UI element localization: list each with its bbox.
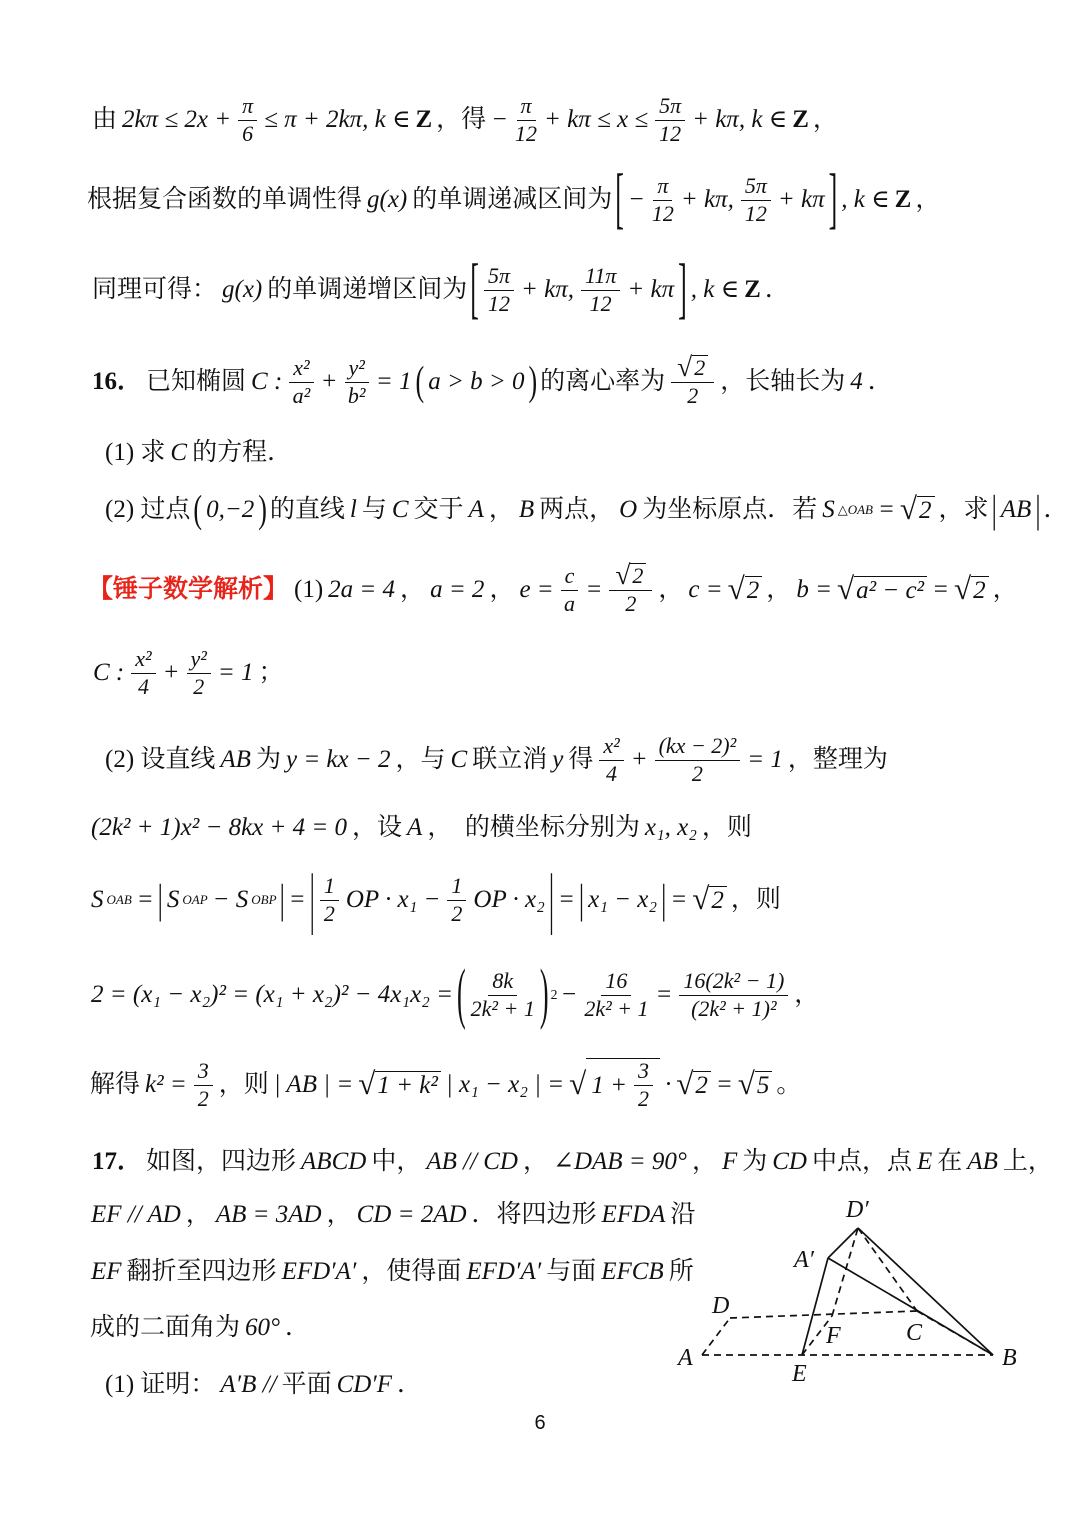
math-run: = [878, 496, 895, 524]
fraction: $\frac{5\pi}{12}$ [741, 174, 771, 226]
text-run: ， [326, 1201, 352, 1229]
text-run: ， [992, 576, 1018, 604]
math-run: 2 = (x₁ − x₂)² = (x₁ + x₂)² − 4x₁x₂ = [91, 981, 453, 1009]
math-run: c = [688, 576, 723, 604]
text-run: ， [766, 576, 792, 604]
math-run: O [619, 496, 638, 524]
text-run: (1) 证明： [105, 1371, 216, 1399]
q16-part1-question [103, 421, 294, 485]
text-run: 与 [361, 496, 387, 524]
text-run: ， 的横坐标分别为 [427, 814, 640, 842]
trig-solution-increasing-interval [90, 250, 792, 326]
math-run: CD = 2AD [356, 1201, 467, 1229]
math-run: = [655, 981, 673, 1009]
text-run: ，使得面 [361, 1258, 462, 1286]
math-run: EFD′A′ [466, 1258, 542, 1286]
math-run: 0,−2 [206, 496, 255, 524]
fraction: $\frac{\text{(kx − 2)²}}{2}$ [655, 734, 741, 786]
math-run: − [627, 186, 645, 214]
math-run: EFDA [601, 1201, 666, 1229]
text-run: ， [488, 496, 514, 524]
math-run: EFCB [601, 1258, 664, 1286]
delimiter: ) [539, 955, 549, 1031]
q17-conditions [88, 1183, 697, 1247]
math-run: = [558, 886, 575, 914]
math-run: + kπ, [680, 186, 734, 214]
fraction: $\frac{\text{y²}}{\text{b²}}$ [345, 356, 369, 408]
vertex-label-A-prime: A′ [794, 1247, 814, 1273]
text-run: ，则 [701, 814, 752, 842]
text-run: 在 [937, 1148, 963, 1176]
fraction: $\frac{1}{2}$ [320, 874, 339, 926]
math-run: 2a = 4 [328, 576, 396, 604]
text-run: 沿 [670, 1201, 696, 1229]
math-run: ≤ π + 2kπ, k ∈ [264, 106, 411, 134]
text-run: (2) 设直线 [105, 746, 216, 774]
math-run: A′B // [220, 1371, 277, 1399]
fraction: $\frac{16}{\text{2k² + 1}}$ [584, 967, 649, 1021]
q16-final-result [88, 1053, 803, 1117]
fraction: $\frac{3}{2}$ [634, 1059, 653, 1111]
text-run: ， [794, 981, 820, 1009]
math-run: + kπ, k ∈ [692, 106, 788, 134]
text-run: 的方程． [192, 439, 293, 467]
math-run: g(x) [367, 186, 408, 214]
text-run: ， [915, 186, 941, 214]
delimiter: | [578, 875, 585, 922]
text-run: ． [397, 1371, 423, 1399]
math-run: S [166, 886, 180, 914]
text-run: 平面 [281, 1371, 332, 1399]
sqrt: √ 2 [615, 563, 646, 589]
math-run: l [349, 496, 357, 524]
delimiter: | [157, 875, 163, 922]
math-run: | AB | = [273, 1071, 354, 1099]
text-run: 由 [92, 106, 118, 134]
text-run: 两点， [539, 496, 615, 524]
q16-vieta-computation [88, 955, 821, 1031]
math-run: + kπ ≤ x ≤ [544, 106, 649, 134]
math-run: EF // AD [91, 1201, 181, 1229]
math-run: A [468, 496, 484, 524]
q16-part2-line-setup [103, 728, 890, 792]
delimiter: ] [828, 160, 838, 236]
bold-run: Z [744, 276, 761, 304]
math-run: = [670, 886, 688, 914]
text-run: 所 [668, 1258, 694, 1286]
delimiter: | [309, 860, 315, 936]
text-run: ，设 [352, 814, 403, 842]
math-run: F [721, 1148, 738, 1176]
math-run: A [407, 814, 423, 842]
math-run: 1 + [591, 1071, 627, 1099]
text-run: ，则 [730, 886, 781, 914]
math-run: E [917, 1148, 933, 1176]
text-run: ，整理为 [787, 746, 888, 774]
bold-run: 17． [92, 1148, 143, 1176]
text-run: 中点，点 [811, 1148, 912, 1176]
math-run: = [932, 576, 949, 604]
text-run: ； [258, 659, 284, 687]
math-run: + kπ [627, 276, 675, 304]
math-run: a > b > 0 [428, 368, 525, 396]
vertex-label-C: C [906, 1320, 923, 1346]
text-run: 与面 [546, 1258, 597, 1286]
solid-edge [858, 1228, 993, 1355]
analysis-label: 【锤子数学解析】 [88, 575, 289, 604]
vertex-label-D: D [712, 1293, 730, 1319]
subscript: OAP [182, 891, 208, 907]
subscript: OBP [251, 891, 277, 907]
fraction: $\frac{\text{x²}}{4}$ [599, 734, 623, 786]
math-run: C [391, 496, 409, 524]
math-run: EFD′A′ [281, 1258, 357, 1286]
math-run: AB = 3AD [215, 1201, 322, 1229]
math-run: OP · x₁ − [345, 886, 441, 914]
fraction: √ 2 2 [609, 563, 652, 616]
geometry-figure [650, 1183, 1050, 1403]
text-run: 中， [371, 1148, 422, 1176]
math-run: a = 2 [430, 576, 485, 604]
text-run: (2) 过点 [105, 496, 191, 524]
sqrt: √ 2 [728, 576, 763, 605]
text-run: 同理可得： [92, 276, 218, 304]
math-run: g(x) [222, 276, 263, 304]
delimiter: | [661, 875, 667, 922]
math-run: b = [796, 576, 832, 604]
text-run: ， [691, 1148, 717, 1176]
vertex-label-B: B [1002, 1345, 1017, 1371]
math-run: C : [251, 368, 283, 396]
bold-run: Z [894, 186, 912, 214]
q16-quadratic-equation [88, 796, 754, 860]
math-run: 60° [245, 1314, 281, 1342]
math-run: + kπ [777, 186, 825, 214]
text-run: 联立消 [472, 746, 548, 774]
text-run: ， [812, 106, 838, 134]
vertex-label-D-prime: D′ [846, 1197, 869, 1223]
text-run: ，求 [938, 496, 989, 524]
math-run: | x₁ − x₂ | = [445, 1071, 565, 1099]
text-run: (1) 求 [105, 439, 166, 467]
q16-area-equation [88, 860, 783, 936]
text-run: 已知椭圆 [146, 368, 247, 396]
tetrahedron-fold-diagram [650, 1183, 1050, 1403]
superscript: 2 [550, 987, 558, 1003]
fraction: $\frac{\text{x²}}{4}$ [131, 647, 155, 699]
delimiter: [ [470, 250, 479, 326]
delimiter: [ [615, 160, 624, 236]
fraction: $\frac{5\pi}{12}$ [484, 264, 514, 316]
text-run: 的单调递增区间为 [267, 276, 468, 304]
math-run: OP · x₂ [473, 886, 545, 914]
text-run: ，长轴长为 [720, 368, 846, 396]
sqrt: √ 5 [738, 1071, 773, 1100]
math-run: = [715, 1071, 733, 1099]
text-run: ， [185, 1201, 211, 1229]
math-run: B [518, 496, 535, 524]
subscript: OAB [106, 891, 132, 907]
dashed-edge [730, 1311, 917, 1318]
fraction: $\frac{3}{2}$ [194, 1059, 213, 1111]
vertex-label-F: F [826, 1323, 841, 1349]
math-run: AB [967, 1148, 998, 1176]
bold-run: Z [415, 106, 433, 134]
text-run: ． [285, 1314, 311, 1342]
math-run: AB [1000, 496, 1032, 524]
text-run: 如图，四边形 [146, 1148, 297, 1176]
math-run: k² = [145, 1071, 187, 1099]
text-run: 翻折至四边形 [126, 1258, 277, 1286]
delimiter: ( [193, 487, 203, 531]
math-run: x₁ − x₂ [588, 886, 658, 914]
text-run: 的直线 [269, 496, 345, 524]
fraction: √ 2 2 [671, 355, 714, 408]
delimiter: ) [258, 487, 267, 531]
math-run: − [560, 981, 578, 1009]
q17-part1-question [103, 1353, 424, 1417]
math-run: e = [519, 576, 554, 604]
q17-dihedral-angle [88, 1296, 312, 1360]
q17-fold-description [88, 1240, 696, 1304]
fraction: $\frac{c}{a}$ [561, 564, 579, 616]
fraction: $\frac{\pi}{12}$ [515, 92, 538, 146]
text-run: 。 [776, 1071, 802, 1099]
delimiter: | [279, 875, 285, 922]
text-run: 的离心率为 [540, 368, 666, 396]
sqrt: √ 1 + k² [358, 1071, 441, 1100]
text-run: ，与 [395, 746, 446, 774]
vertex-label-A: A [678, 1345, 693, 1371]
math-run: = 1 [747, 746, 783, 774]
delimiter: | [991, 487, 997, 531]
text-run: ． [1043, 496, 1069, 524]
text-run: ，得 [436, 106, 487, 134]
math-run: = [288, 886, 306, 914]
math-run: 4 [850, 368, 863, 396]
text-run: ．将四边形 [471, 1201, 597, 1229]
math-run: , k ∈ [841, 186, 890, 214]
subscript: △OAB [837, 501, 874, 517]
delimiter: ( [415, 357, 425, 404]
math-run: + [630, 746, 648, 774]
q16-analysis-part1 [88, 558, 1020, 622]
fraction: $\frac{\pi}{6}$ [238, 94, 257, 146]
math-run: · [664, 1071, 672, 1099]
delimiter: ] [678, 250, 687, 326]
text-run: (1) [294, 576, 324, 604]
math-run: + [162, 659, 180, 687]
dashed-edge [858, 1228, 917, 1311]
bold-run: 16． [92, 368, 143, 396]
problem-16-statement [90, 350, 895, 414]
delimiter: ) [528, 357, 538, 404]
sqrt: √ 1 + $\frac{3}{2}$ [569, 1058, 660, 1111]
math-run: AB [220, 746, 251, 774]
text-run: 解得 [90, 1071, 141, 1099]
sqrt: √ 2 [692, 886, 727, 915]
delimiter: ( [457, 955, 466, 1031]
math-run: − S [212, 886, 249, 914]
text-run: ， [489, 576, 515, 604]
math-run: ∠DAB = 90° [553, 1148, 687, 1176]
math-run: C [450, 746, 468, 774]
fraction: $\frac{5\pi}{12}$ [655, 94, 685, 146]
math-run: y = kx − 2 [285, 746, 391, 774]
math-run: + kπ, [520, 276, 574, 304]
bold-run: Z [792, 106, 809, 134]
fraction: $\frac{8k}{\text{2k² + 1}}$ [470, 967, 535, 1021]
text-run: 为坐标原点．若 [642, 496, 818, 524]
delimiter: | [548, 860, 555, 936]
fraction: $\frac{\text{y²}}{2}$ [187, 647, 211, 699]
sqrt: √ 2 [676, 1071, 711, 1100]
math-run: = 1 [375, 368, 412, 396]
sqrt: √ 2 [677, 355, 708, 381]
math-run: AB // CD [426, 1148, 518, 1176]
math-run: S [822, 496, 835, 524]
math-run: EF [91, 1258, 122, 1286]
text-run: ， [400, 576, 426, 604]
math-run: , k ∈ [690, 276, 740, 304]
math-run: S [91, 886, 104, 914]
q16-ellipse-equation [90, 641, 286, 705]
math-run: ABCD [301, 1148, 367, 1176]
math-run: 2kπ ≤ 2x + [122, 106, 232, 134]
text-run: 得 [568, 746, 594, 774]
text-run: ， [658, 576, 684, 604]
sqrt: √ a² − c² [837, 576, 927, 605]
dashed-edge [702, 1318, 730, 1355]
math-run: CD [772, 1148, 807, 1176]
text-run: 交于 [413, 496, 464, 524]
page-number: 6 [534, 1412, 546, 1434]
math-run: x₁, x₂ [644, 814, 697, 842]
text-run: 根据复合函数的单调性得 [87, 186, 363, 214]
text-run: 为 [255, 746, 281, 774]
delimiter: | [1035, 487, 1041, 531]
math-run: CD′F [336, 1371, 393, 1399]
math-run: y [552, 746, 564, 774]
sqrt: √ 2 [900, 496, 935, 525]
vertex-label-E: E [792, 1361, 807, 1387]
text-run: ， [523, 1148, 549, 1176]
fraction: $\frac{\pi}{12}$ [651, 172, 674, 226]
fraction: $\frac{\text{x²}}{\text{a²}}$ [289, 356, 313, 408]
fraction: $\frac{1}{2}$ [447, 874, 466, 926]
math-run: (2k² + 1)x² − 8kx + 4 = 0 [91, 814, 348, 842]
text-run: 成的二面角为 [90, 1314, 241, 1342]
math-run: + [320, 368, 338, 396]
fraction: $\frac{11\pi}{12}$ [581, 264, 620, 316]
math-run: = [136, 886, 154, 914]
q16-part2-question [103, 478, 1071, 542]
math-run: C [170, 439, 188, 467]
math-run: C : [93, 659, 125, 687]
text-run: ． [867, 368, 893, 396]
math-run: − [491, 106, 509, 134]
text-run: 为 [742, 1148, 768, 1176]
text-run: 上， [1002, 1148, 1053, 1176]
sqrt: √ 2 [954, 576, 989, 605]
text-run: 的单调递减区间为 [412, 186, 613, 214]
math-run: = [585, 576, 603, 604]
text-run: ，则 [218, 1071, 269, 1099]
math-run: = 1 [217, 659, 254, 687]
text-run: ． [764, 276, 790, 304]
trig-solution-inequality [90, 88, 840, 152]
trig-solution-decreasing-interval [85, 160, 942, 236]
fraction: $\frac{\text{16(2k² − 1)}}{\text{(2k² + 1)²}}$ [679, 969, 788, 1021]
